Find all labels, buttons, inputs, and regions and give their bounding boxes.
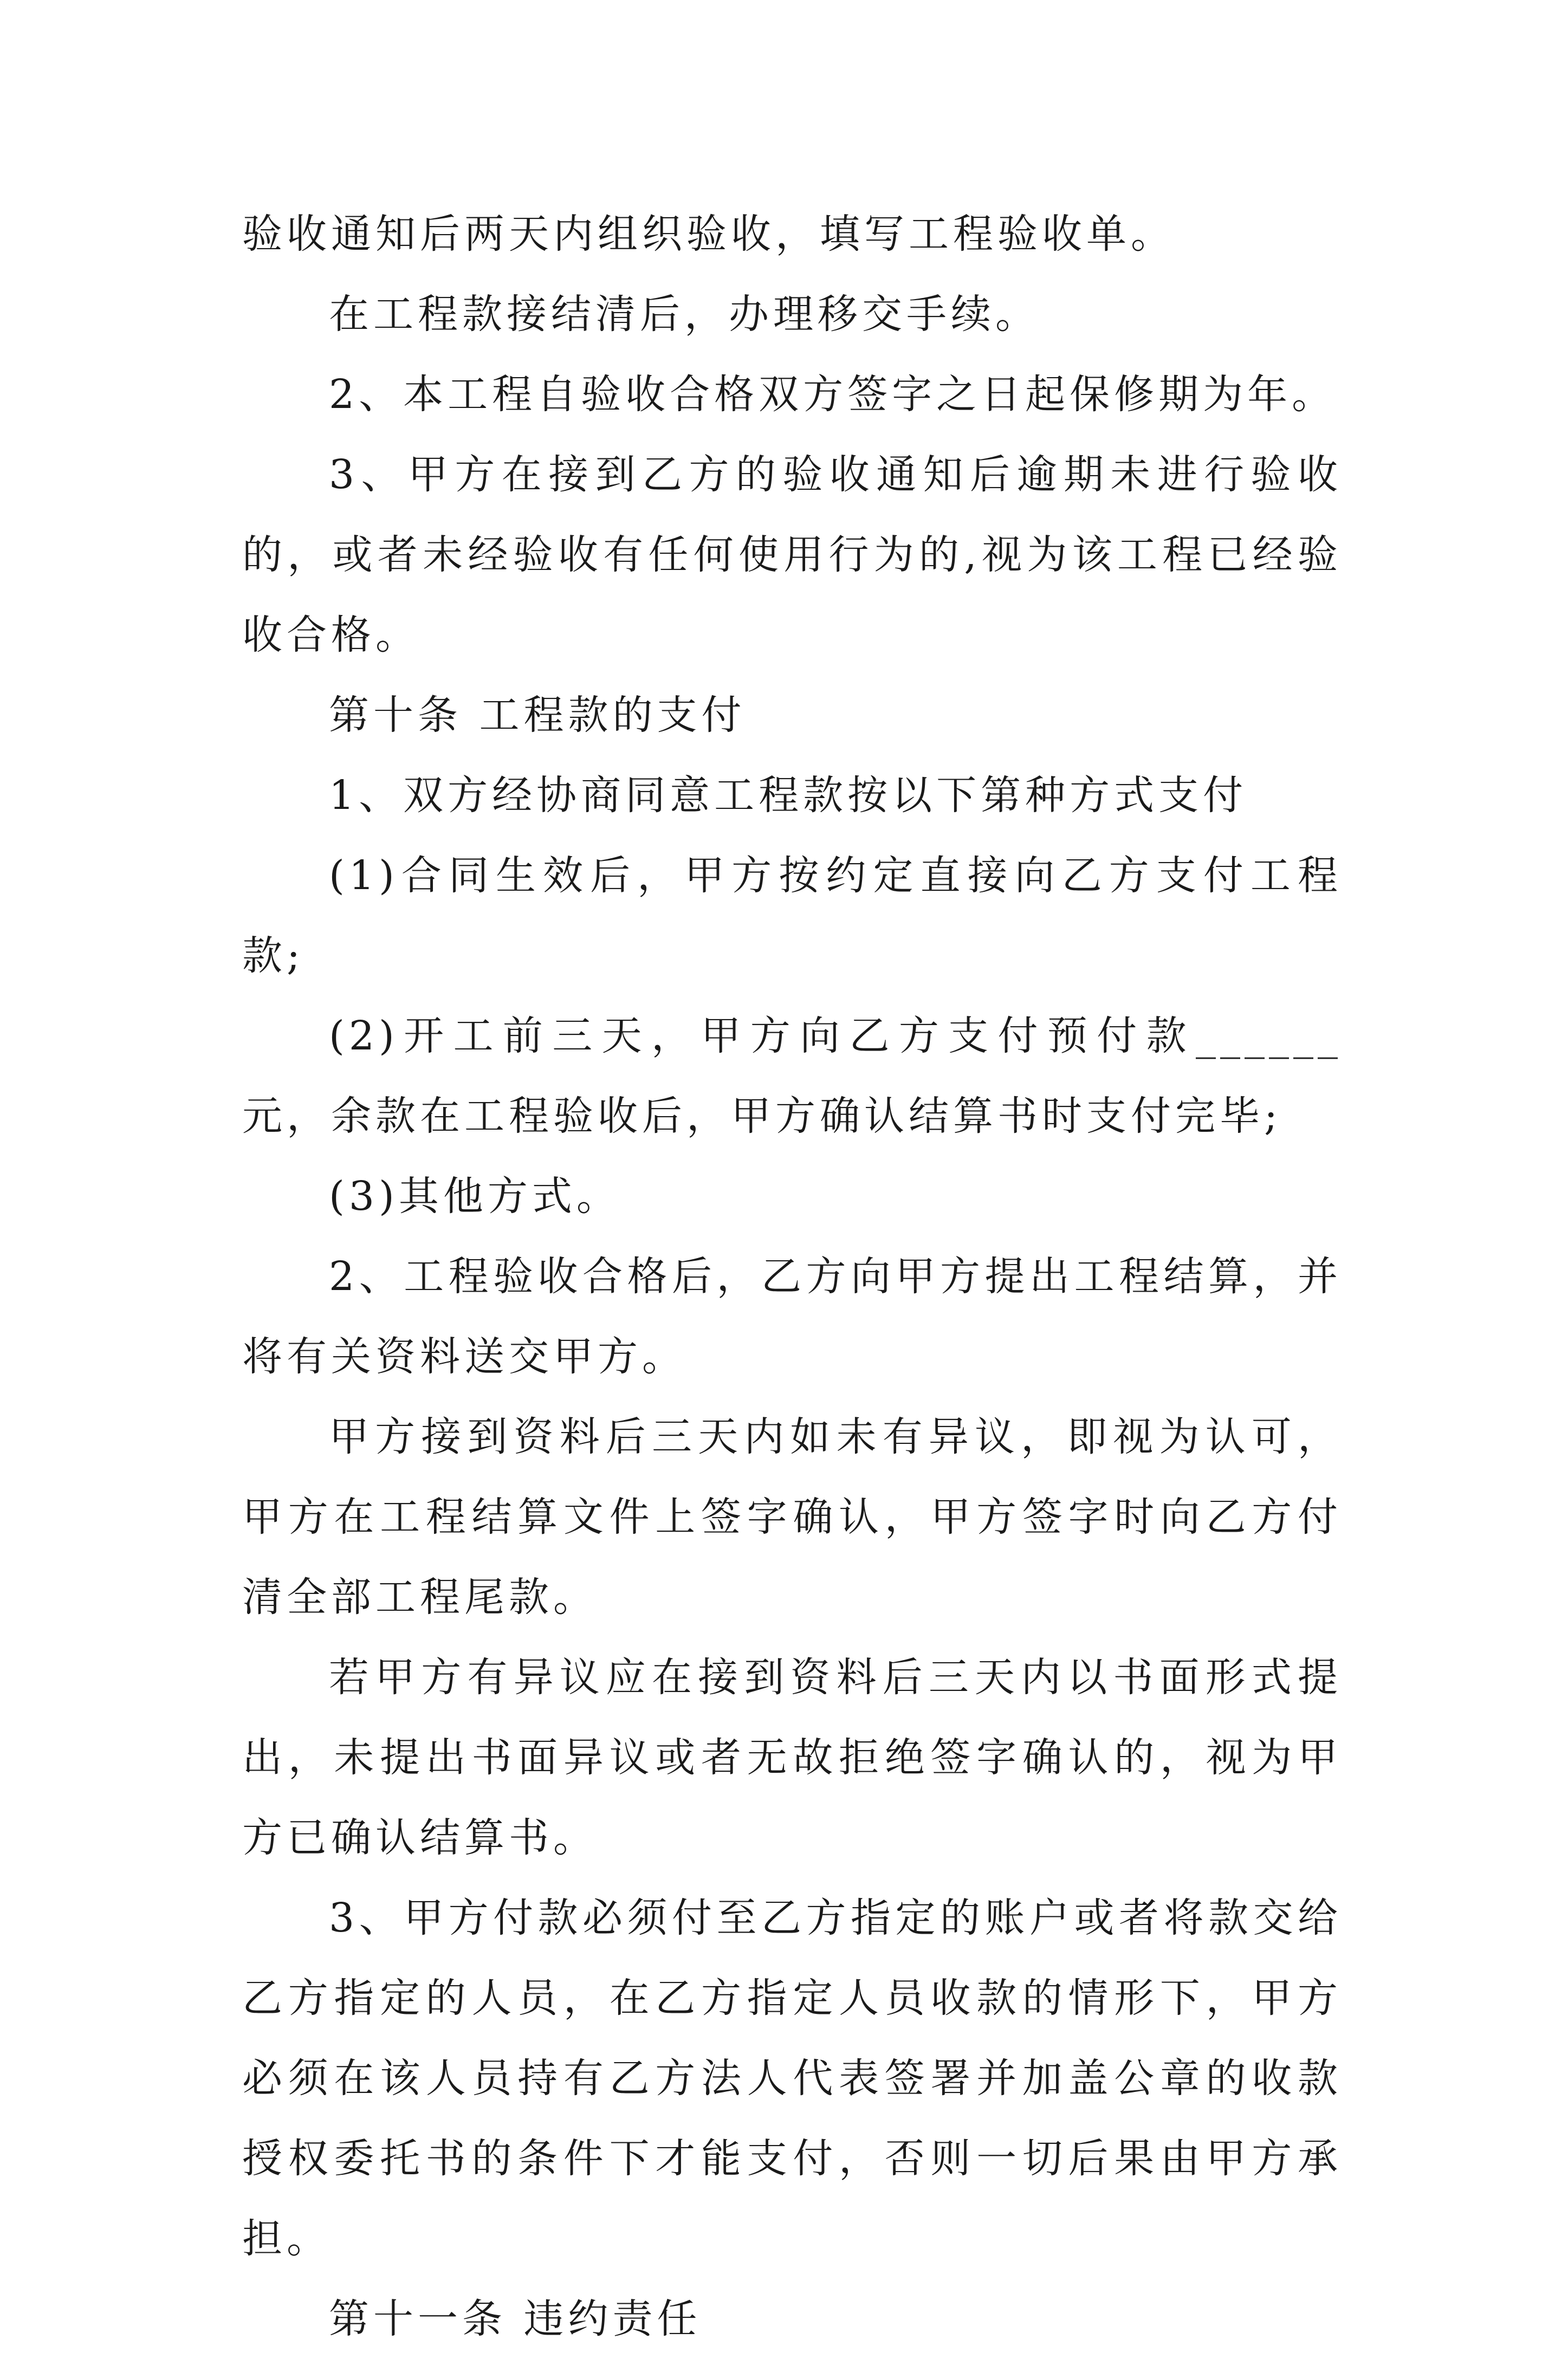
paragraph: 1、双方经协商同意工程款按以下第种方式支付 (329, 772, 1248, 819)
paragraph: 2、工程验收合格后，乙方向甲方提出工程结算，并将有关资料送交甲方。 (242, 1253, 1342, 1380)
paragraph: (1)合同生效后，甲方按约定直接向乙方支付工程款; (242, 852, 1342, 979)
paragraph: 若甲方有异议应在接到资料后三天内以书面形式提出，未提出书面异议或者无故拒绝签字确认的，视为甲方已确认结算书。 (242, 1654, 1342, 1861)
paragraph: 甲方接到资料后三天内如未有异议，即视为认可，甲方在工程结算文件上签字确认，甲方签字时向乙方付清全部工程尾款。 (242, 1414, 1342, 1621)
paragraph: 3、甲方付款必须付至乙方指定的账户或者将款交给乙方指定的人员，在乙方指定人员收款的情形下，甲方必须在该人员持有乙方法人代表签署并加盖公章的收款授权委托书的条件下才能支付，否则一切后果由甲方承担。 (242, 1895, 1342, 2262)
paragraph: (2)开工前三天，甲方向乙方支付预付款______元，余款在工程验收后，甲方确认结算书时支付完毕; (242, 1013, 1342, 1139)
paragraph: 3、甲方在接到乙方的验收通知后逾期未进行验收的，或者未经验收有任何使用行为的,视为该工程已经验收合格。 (242, 451, 1342, 658)
paragraph: 验收通知后两天内组织验收，填写工程验收单。 (242, 211, 1175, 257)
paragraph: 2、本工程自验收合格双方签字之日起保修期为年。 (329, 371, 1337, 418)
paragraph: 在工程款接结清后，办理移交手续。 (329, 291, 1040, 338)
paragraph: (3)其他方式。 (329, 1173, 621, 1220)
section-heading: 第十条 工程款的支付 (329, 692, 746, 738)
document-body (242, 194, 1342, 2359)
section-heading: 第十一条 违约责任 (329, 2296, 702, 2342)
